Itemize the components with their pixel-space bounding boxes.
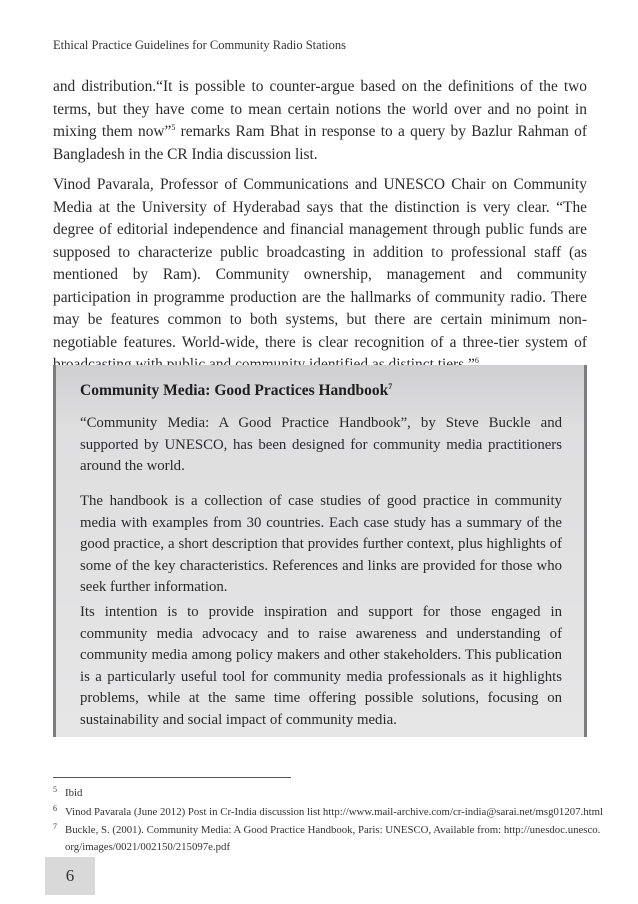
callout-title-text: Community Media: Good Practices Handbook (80, 382, 389, 399)
footnote-item (53, 803, 604, 821)
footnote-text[interactable]: Buckle, S. (2001). Community Media: A Good Practice Handbook, Paris: UNESCO, Available from: http://unesdoc.unesco. (65, 824, 601, 836)
handbook-callout-box (53, 365, 587, 737)
page-number: 6 (45, 857, 95, 895)
paragraph-text: remarks Ram Bhat in response to a query by Bazlur Rahman of Bangladesh in the CR India discussion list. (53, 123, 587, 163)
footnote-text: Ibid (65, 787, 83, 799)
footnote-text[interactable]: Vinod Pavarala (June 2012) Post in Cr-India discussion list http://www.mail-archive.com/cr-india@sarai.net/msg01207.html (65, 805, 604, 818)
footnote-ref-5[interactable]: 5 (171, 122, 176, 132)
callout-paragraph: Its intention is to provide inspiration and support for those engaged in community media advocacy and to raise awareness and understanding of community media among policy makers and other stakeholders. This publication is a particularly useful tool for community media professionals as it highlights problems, while at the same time offering possible solutions, focusing on sustainability and social impact of community media. (80, 604, 562, 728)
footnote-item (53, 785, 587, 802)
callout-paragraph: The handbook is a collection of case studies of good practice in community media with examples from 30 countries. Each case study has a summary of the good practice, a short description that provides further context, plus highlights of some of the key characteristics. References and links are provided for those who seek further information. (80, 493, 562, 596)
body-paragraph-1 (53, 76, 587, 166)
running-header: Ethical Practice Guidelines for Community Radio Stations (53, 38, 347, 52)
callout-paragraph: “Community Media: A Good Practice Handbook”, by Steve Buckle and supported by UNESCO, has been designed for community media practitioners around the world. (80, 415, 562, 475)
paragraph-text: Vinod Pavarala, Professor of Communications and UNESCO Chair on Community Media at the University of Hyderabad says that the distinction is very clear. “The degree of editorial independence and financial management through public funds are supposed to characterize public broadcasting in addition to professional staff (as mentioned by Ram). Community ownership, management and community participation in programme production are the hallmarks of community radio. There may be features common to both systems, but there are certain minimum non-negotiable features. World-wide, there is clear recognition of a three-tier system of (53, 176, 587, 351)
footnote-number: 5 (53, 785, 57, 794)
footnote-item (53, 822, 601, 855)
footnote-number: 7 (53, 822, 57, 831)
paragraph-text: and distribution.“It is possible to counter-argue based on the definitions of the two terms, but they have come to mean certain notions the world over and no point in mixing them now” (53, 78, 587, 140)
footnote-ref-6[interactable]: 6 (474, 355, 479, 365)
footnote-number: 6 (53, 803, 57, 813)
footnote-divider (53, 777, 291, 778)
footnotes (53, 785, 604, 857)
body-paragraph-2 (53, 174, 587, 377)
callout-title (80, 382, 392, 400)
footnote-ref-7[interactable]: 7 (388, 381, 393, 391)
footnote-text-continued[interactable]: org/images/0021/002150/215097e.pdf (65, 840, 231, 853)
